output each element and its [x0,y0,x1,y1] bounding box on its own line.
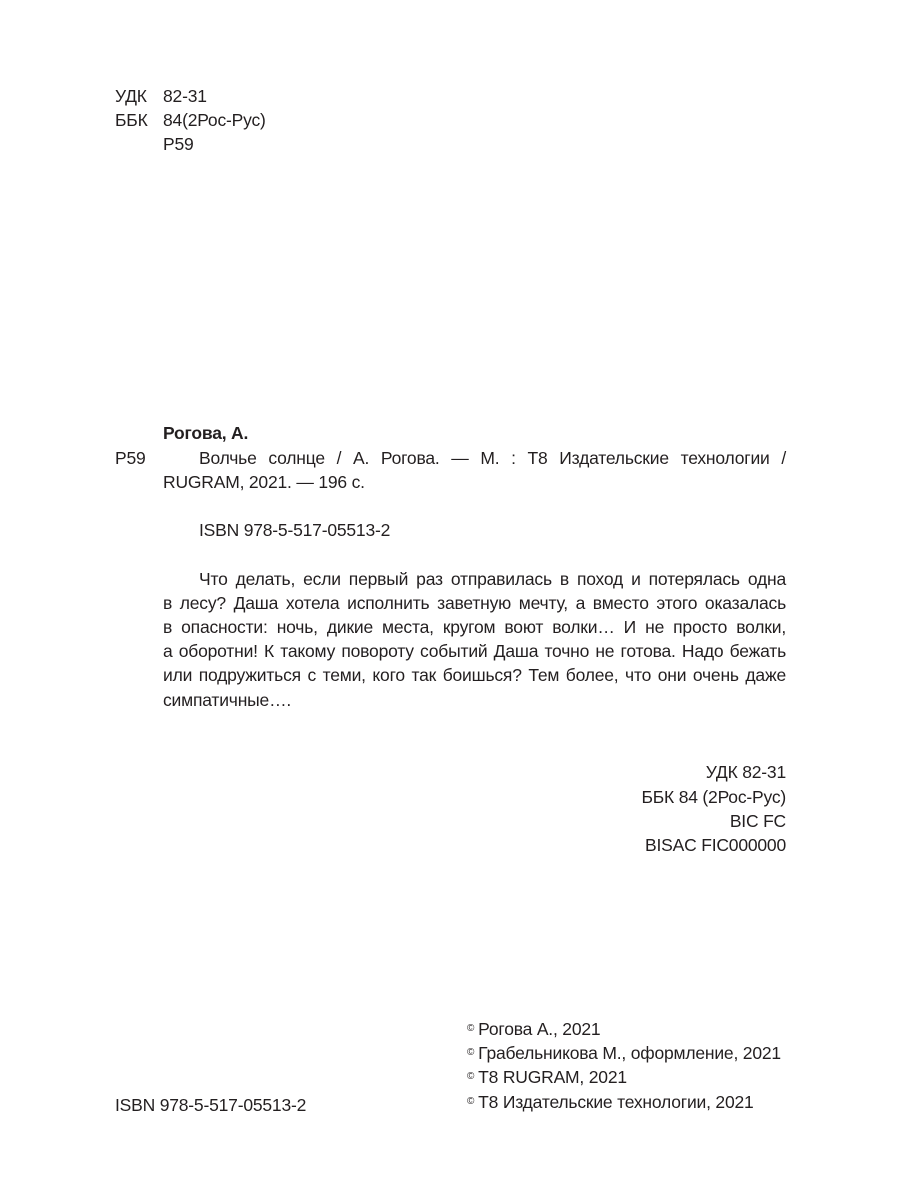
copyright-line [467,1018,600,1040]
copyright-icon: © [467,1023,475,1034]
bbk-value: 84(2Рос-Рус) [163,110,266,130]
bib-line-2: RUGRAM, 2021. — 196 с. [163,472,365,492]
annotation-line: а оборотни! К такому повороту событий Даша точно не готова. Надо бежать [163,641,786,661]
annotation-line: в лесу? Даша хотела исполнить заветную мечту, а вместо этого оказалась [163,593,786,613]
annotation-line: симпатичные…. [163,690,292,710]
copyright-icon: © [467,1096,475,1107]
copyright-line [467,1091,754,1113]
bib-line-1: Волчье солнце / А. Рогова. — М. : Т8 Издательские технологии / [199,448,786,468]
author-sign: Р59 [163,134,194,154]
annotation-line: или подружиться с теми, кого так боишься? Тем более, что они очень даже [163,665,786,685]
annotation-line: в опасности: ночь, дикие места, кругом воют волки… И не просто волки, [163,617,786,637]
classification-bic: BIC FC [729,811,786,831]
copyright-line [467,1066,627,1088]
annotation-line: Что делать, если первый раз отправилась в поход и потерялась одна [199,569,786,589]
classification-bbk: ББК 84 (2Рос-Рус) [641,787,786,807]
footer-isbn: ISBN 978-5-517-05513-2 [115,1095,307,1115]
author-name: Рогова, А. [163,423,249,443]
udk-label: УДК [115,86,147,106]
copyright-text: Т8 Издательские технологии, 2021 [478,1092,754,1112]
entry-sign: Р59 [115,448,146,468]
copyright-icon: © [467,1047,475,1058]
copyright-text: Рогова А., 2021 [478,1019,601,1039]
copyright-text: Грабельникова М., оформление, 2021 [478,1043,781,1063]
copyright-text: Т8 RUGRAM, 2021 [478,1067,627,1087]
copyright-line [467,1042,781,1064]
bbk-label: ББК [115,110,148,130]
classification-udk: УДК 82-31 [705,762,786,782]
copyright-icon: © [467,1071,475,1082]
classification-bisac: BISAC FIC000000 [645,835,786,855]
entry-isbn: ISBN 978-5-517-05513-2 [199,520,391,540]
udk-value: 82-31 [163,86,207,106]
